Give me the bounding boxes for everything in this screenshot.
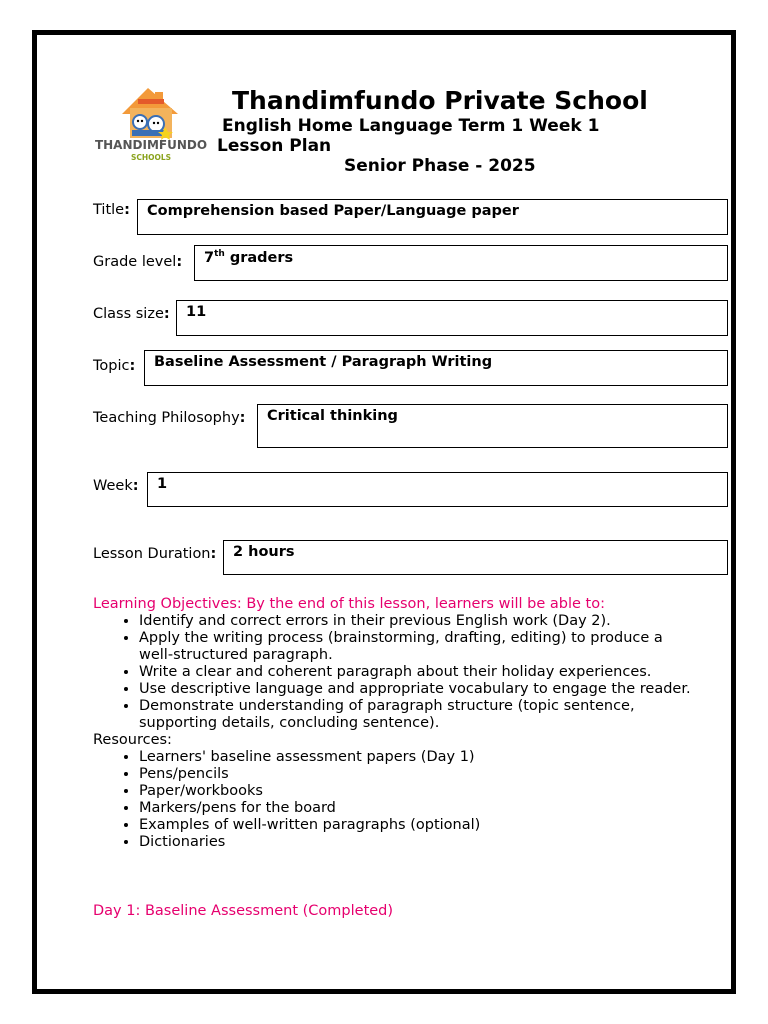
title-label: Title: — [93, 202, 130, 218]
lesson-duration-field: 2 hours — [223, 540, 728, 575]
phase-year: Senior Phase - 2025 — [344, 156, 536, 176]
list-item: • Write a clear and coherent paragraph about their holiday experiences. — [139, 664, 693, 681]
list-item: • Markers/pens for the board — [139, 800, 693, 817]
resources-list — [93, 749, 693, 851]
list-item: • Dictionaries — [139, 834, 693, 851]
list-item: • Paper/workbooks — [139, 783, 693, 800]
list-item: • Demonstrate understanding of paragraph structure (topic sentence, supporting details, concluding sentence). — [139, 698, 693, 732]
subject-term-week: English Home Language Term 1 Week 1 — [222, 116, 600, 136]
objectives-heading: Learning Objectives: By the end of this lesson, learners will be able to: — [93, 596, 605, 612]
grade-level-field: 7th graders — [194, 245, 728, 281]
resources-heading: Resources: — [93, 732, 172, 748]
topic-label: Topic: — [93, 358, 136, 374]
teaching-philosophy-label: Teaching Philosophy: — [93, 410, 246, 426]
list-item: • Learners' baseline assessment papers (Day 1) — [139, 749, 693, 766]
topic-field: Baseline Assessment / Paragraph Writing — [144, 350, 728, 386]
title-field: Comprehension based Paper/Language paper — [137, 199, 728, 235]
school-logo — [92, 86, 210, 166]
logo-text: THANDIMFUNDO — [94, 138, 208, 152]
list-item: • Use descriptive language and appropriate vocabulary to engage the reader. — [139, 681, 693, 698]
school-name: Thandimfundo Private School — [232, 86, 648, 115]
class-size-label: Class size: — [93, 306, 170, 322]
lesson-duration-label: Lesson Duration: — [93, 546, 217, 562]
teaching-philosophy-field: Critical thinking — [257, 404, 728, 448]
list-item: • Apply the writing process (brainstorming, drafting, editing) to produce a well-structured paragraph. — [139, 630, 693, 664]
week-label: Week: — [93, 478, 139, 494]
class-size-field: 11 — [176, 300, 728, 336]
objectives-list — [93, 613, 693, 732]
list-item: • Identify and correct errors in their previous English work (Day 2). — [139, 613, 693, 630]
grade-level-label: Grade level: — [93, 254, 183, 270]
school-house-logo-icon — [92, 86, 210, 166]
objectives-section — [93, 596, 693, 851]
lesson-plan-label: Lesson Plan — [217, 136, 332, 156]
day1-heading: Day 1: Baseline Assessment (Completed) — [93, 903, 394, 919]
logo-subtext: SCHOOLS — [130, 153, 172, 162]
list-item: • Pens/pencils — [139, 766, 693, 783]
list-item: • Examples of well-written paragraphs (optional) — [139, 817, 693, 834]
week-field: 1 — [147, 472, 728, 507]
